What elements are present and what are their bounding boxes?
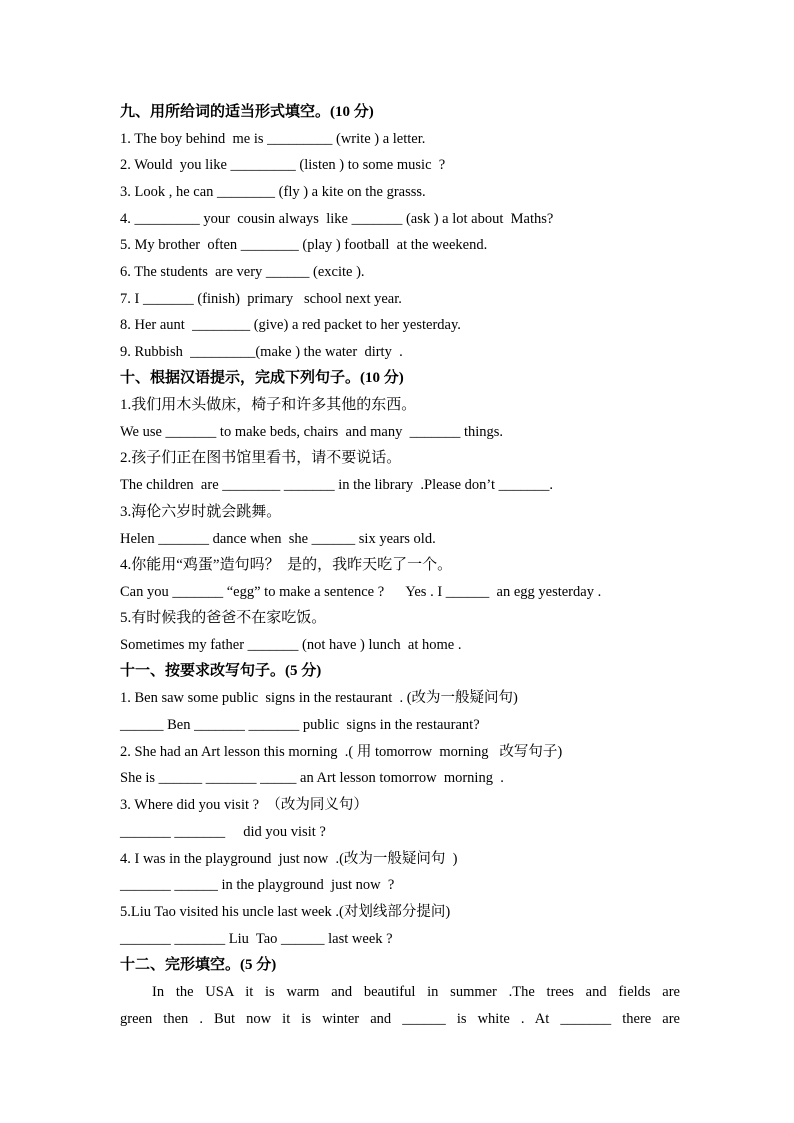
answer-10-4: Can you _______ “egg” to make a sentence ? Yes . I ______ an egg yesterday . bbox=[120, 584, 602, 600]
question-9-2: 2. Would you like _________ (listen ) to some music ? bbox=[120, 157, 446, 173]
answer-11-3: _______ _______ did you visit ? bbox=[120, 824, 326, 840]
question-9-1: 1. The boy behind me is _________ (write ) a letter. bbox=[120, 131, 426, 147]
prompt-10-1-chinese: 1.我们用木头做床，椅子和许多其他的东西。 bbox=[120, 397, 417, 413]
question-9-6: 6. The students are very ______ (excite ). bbox=[120, 264, 365, 280]
section-11-heading: 十一、按要求改写句子。(5 分) bbox=[120, 663, 322, 679]
section-12-heading: 十二、完形填空。(5 分) bbox=[120, 957, 277, 973]
question-9-4: 4. _________ your cousin always like _______ (ask ) a lot about Maths? bbox=[120, 211, 554, 227]
answer-11-2: She is ______ _______ _____ an Art lesson tomorrow morning . bbox=[120, 770, 504, 786]
question-9-5: 5. My brother often ________ (play ) football at the weekend. bbox=[120, 237, 488, 253]
prompt-10-4-chinese: 4.你能用“鸡蛋”造句吗？ 是的，我昨天吃了一个。 bbox=[120, 557, 453, 573]
question-11-5: 5.Liu Tao visited his uncle last week .(对划线部分提问) bbox=[120, 904, 451, 920]
answer-11-1: ______ Ben _______ _______ public signs in the restaurant? bbox=[120, 717, 480, 733]
prompt-10-2-chinese: 2.孩子们正在图书馆里看书，请不要说话。 bbox=[120, 450, 402, 466]
question-11-2: 2. She had an Art lesson this morning .( 用 tomorrow morning 改写句子) bbox=[120, 744, 563, 760]
answer-10-1: We use _______ to make beds, chairs and many _______ things. bbox=[120, 424, 504, 440]
question-11-3: 3. Where did you visit ? （改为同义句） bbox=[120, 797, 368, 813]
answer-10-3: Helen _______ dance when she ______ six years old. bbox=[120, 531, 436, 547]
answer-11-5: _______ _______ Liu Tao ______ last week ? bbox=[120, 931, 393, 947]
question-11-1: 1. Ben saw some public signs in the restaurant . (改为一般疑问句) bbox=[120, 690, 518, 706]
section-10-heading: 十、根据汉语提示，完成下列句子。(10 分) bbox=[120, 370, 404, 386]
cloze-paragraph-line-1: In the USA it is warm and beautiful in summer .The trees and fields are bbox=[152, 984, 680, 1000]
answer-11-4: _______ ______ in the playground just now ? bbox=[120, 877, 395, 893]
prompt-10-3-chinese: 3.海伦六岁时就会跳舞。 bbox=[120, 504, 282, 520]
question-9-8: 8. Her aunt ________ (give) a red packet to her yesterday. bbox=[120, 317, 461, 333]
question-11-4: 4. I was in the playground just now .(改为一般疑问句 ) bbox=[120, 851, 458, 867]
prompt-10-5-chinese: 5.有时候我的爸爸不在家吃饭。 bbox=[120, 610, 327, 626]
section-9-heading: 九、用所给词的适当形式填空。(10 分) bbox=[120, 104, 374, 120]
question-9-7: 7. I _______ (finish) primary school next year. bbox=[120, 291, 402, 307]
answer-10-5: Sometimes my father _______ (not have ) lunch at home . bbox=[120, 637, 462, 653]
answer-10-2: The children are ________ _______ in the library .Please don’t _______. bbox=[120, 477, 554, 493]
question-9-9: 9. Rubbish _________(make ) the water dirty . bbox=[120, 344, 403, 360]
cloze-paragraph-line-2: green then . But now it is winter and ______ is white . At _______ there are bbox=[120, 1011, 680, 1027]
question-9-3: 3. Look , he can ________ (fly ) a kite on the grasss. bbox=[120, 184, 426, 200]
